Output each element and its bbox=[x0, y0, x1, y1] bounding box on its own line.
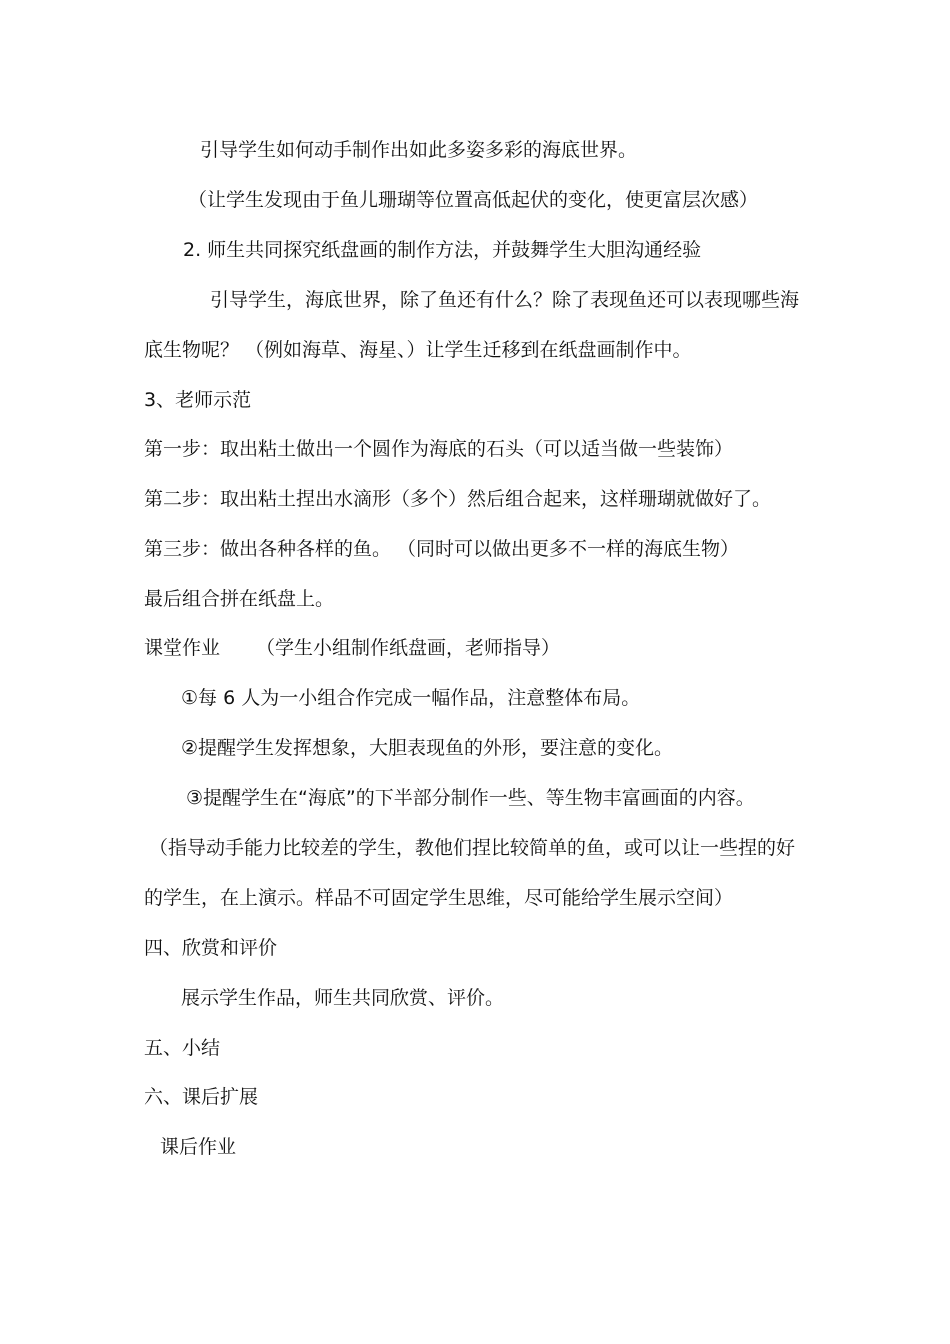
demo-step-1: 第一步：取出粘土做出一个圆作为海底的石头（可以适当做一些装饰） bbox=[144, 438, 734, 460]
demo-final-step: 最后组合拼在纸盘上。 bbox=[144, 588, 335, 610]
classwork-heading bbox=[144, 636, 560, 660]
demo-step-3: 第三步：做出各种各样的鱼。 （同时可以做出更多不一样的海底生物） bbox=[144, 538, 740, 560]
classwork-item-1: ①每 6 人为一小组合作完成一幅作品，注意整体布局。 bbox=[181, 687, 641, 709]
paragraph-layering-note: （让学生发现由于鱼儿珊瑚等位置高低起伏的变化，使更富层次感） bbox=[188, 189, 759, 211]
section-4-heading: 四、欣赏和评价 bbox=[144, 937, 278, 959]
paragraph-question-line-1: 引导学生，海底世界，除了鱼还有什么？除了表现鱼还可以表现哪些海 bbox=[210, 289, 800, 311]
guidance-note-line-2: 的学生，在上演示。样品不可固定学生思维，尽可能给学生展示空间） bbox=[144, 887, 734, 909]
homework-label: 课后作业 bbox=[160, 1136, 237, 1158]
section-5-heading: 五、小结 bbox=[144, 1037, 221, 1059]
section-6-heading: 六、课后扩展 bbox=[144, 1086, 259, 1108]
section-3-heading: 3、老师示范 bbox=[144, 389, 252, 411]
section-4-body: 展示学生作品，师生共同欣赏、评价。 bbox=[181, 987, 505, 1009]
step-2-heading: 2. 师生共同探究纸盘画的制作方法，并鼓舞学生大胆沟通经验 bbox=[183, 239, 702, 261]
paragraph-guide-creation: 引导学生如何动手制作出如此多姿多彩的海底世界。 bbox=[200, 139, 638, 161]
classwork-item-2: ②提醒学生发挥想象，大胆表现鱼的外形，要注意的变化。 bbox=[181, 737, 674, 759]
classwork-item-3: ③提醒学生在“海底”的下半部分制作一些、等生物丰富画面的内容。 bbox=[186, 787, 755, 809]
classwork-note: （学生小组制作纸盘画，老师指导） bbox=[256, 637, 561, 659]
paragraph-question-line-2: 底生物呢？ （例如海草、海星、）让学生迁移到在纸盘画制作中。 bbox=[144, 339, 692, 361]
guidance-note-line-1: （指导动手能力比较差的学生，教他们捏比较简单的鱼，或可以让一些捏的好 bbox=[149, 837, 796, 859]
demo-step-2: 第二步：取出粘土捏出水滴形（多个）然后组合起来，这样珊瑚就做好了。 bbox=[144, 488, 772, 510]
classwork-title: 课堂作业 bbox=[144, 637, 221, 659]
